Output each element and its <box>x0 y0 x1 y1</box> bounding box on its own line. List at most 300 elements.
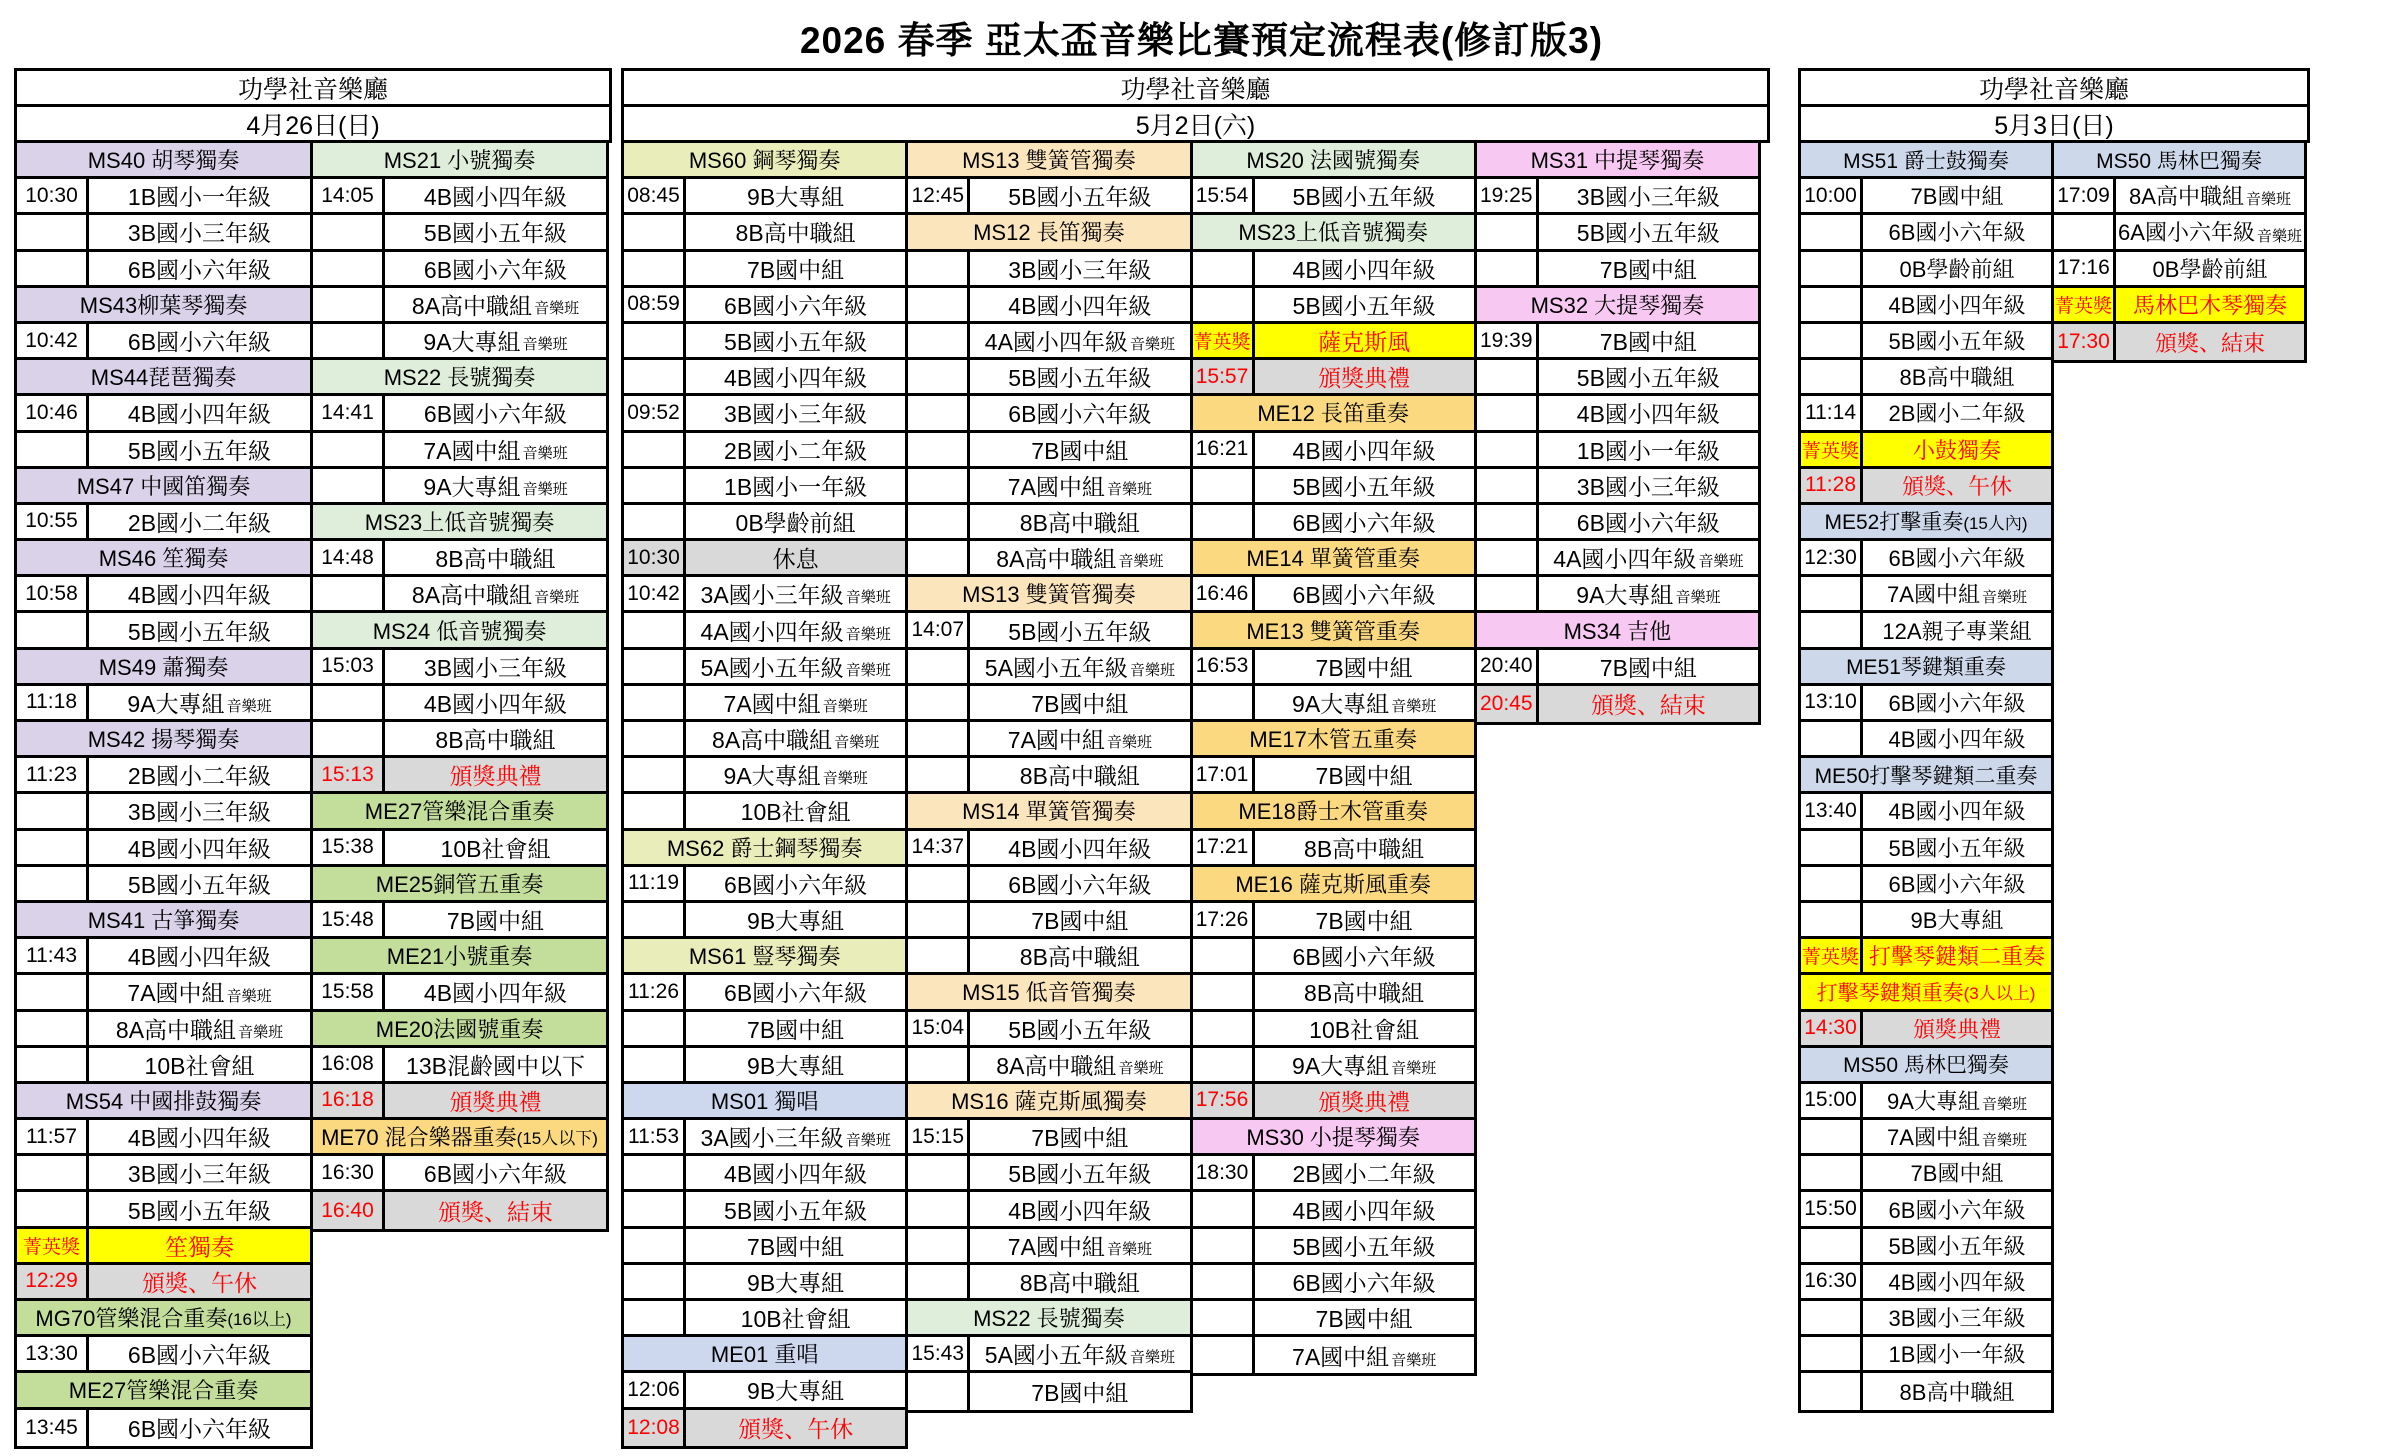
time-cell: 11:23 <box>17 758 89 791</box>
group-cell: 8B高中職組 <box>735 220 856 247</box>
time-cell <box>908 1265 970 1298</box>
group-cell: 6B國小六年級 <box>1008 401 1152 428</box>
group-cell: 9A大專組 音樂班 <box>1863 1084 2051 1117</box>
music-class-suffix: 音樂班 <box>1129 1349 1175 1367</box>
schedule-row <box>313 433 606 469</box>
music-class-suffix: 音樂班 <box>226 987 272 1005</box>
event-header: ME17木管五重奏 <box>1193 722 1474 758</box>
schedule-row <box>908 179 1189 215</box>
group-cell: 4A國小四年級 音樂班 <box>970 324 1189 357</box>
time-cell: 11:14 <box>1801 396 1863 429</box>
group-cell: 5B國小五年級 <box>1888 329 2026 355</box>
group-cell: 7A國中組 音樂班 <box>970 1229 1189 1262</box>
group-cell: 8B高中職組 <box>435 727 556 754</box>
event-header: MS23上低音號獨奏 <box>1193 215 1474 251</box>
time-cell <box>624 686 686 719</box>
schedule-row <box>1801 903 2051 939</box>
group-cell: 8B高中職組 <box>1019 763 1140 790</box>
time-cell <box>1801 1120 1863 1153</box>
group-cell: 8B高中職組 <box>1019 1269 1140 1296</box>
time-cell: 14:07 <box>908 613 970 646</box>
group-cell: 8A高中職組 音樂班 <box>686 722 905 755</box>
group-cell: 6B國小六年級 <box>724 871 868 898</box>
group-cell: 4B國小四年級 <box>127 1125 272 1152</box>
schedule-row <box>2054 252 2304 288</box>
schedule-row <box>1801 1265 2051 1301</box>
group-cell: 4B國小四年級 <box>1008 292 1152 319</box>
time-cell: 19:39 <box>1477 324 1539 357</box>
schedule-row <box>313 1156 606 1192</box>
time-cell <box>1193 1012 1255 1045</box>
group-cell: 7B國中組 <box>1031 437 1129 464</box>
group-cell: 2B國小二年級 <box>127 509 272 536</box>
schedule-row <box>313 722 606 758</box>
event-header: MS61 豎琴獨奏 <box>624 939 905 975</box>
time-cell <box>1193 1301 1255 1334</box>
group-cell: 7A國中組 音樂班 <box>686 686 905 719</box>
schedule-row <box>908 252 1189 288</box>
music-class-suffix: 音樂班 <box>845 625 891 643</box>
time-cell <box>624 433 686 466</box>
group-cell: 7B國中組 <box>1031 690 1129 717</box>
group-cell: 2B國小二年級 <box>127 763 272 790</box>
event-header: MS49 蕭獨奏 <box>17 650 310 686</box>
schedule-row <box>908 1373 1189 1409</box>
group-cell: 1B國小一年級 <box>1888 1342 2026 1368</box>
group-cell: 8A高中職組 音樂班 <box>970 541 1189 574</box>
schedule-row <box>1801 324 2051 360</box>
time-cell: 11:57 <box>17 1120 89 1153</box>
time-cell <box>313 252 385 285</box>
music-class-suffix: 音樂班 <box>1981 1132 2027 1150</box>
group-cell: 8A高中職組 音樂班 <box>385 577 606 610</box>
group-cell: 9B大專組 <box>747 1269 845 1296</box>
schedule-row <box>17 252 310 288</box>
group-cell: 7B國中組 <box>446 908 545 935</box>
group-cell: 8B高中職組 <box>1899 1379 2015 1405</box>
schedule-column <box>905 140 1192 1413</box>
time-cell <box>313 324 385 357</box>
group-cell: 8B高中職組 <box>1019 944 1140 971</box>
schedule-row <box>17 324 310 360</box>
schedule-row <box>908 903 1189 939</box>
music-class-suffix: 音樂班 <box>2256 227 2302 245</box>
event-header: ME25銅管五重奏 <box>313 867 606 903</box>
event-header: MS13 雙簧管獨奏 <box>908 143 1189 179</box>
group-cell: 頒獎、午休 <box>1863 469 2051 502</box>
schedule-row <box>17 1120 310 1156</box>
event-header: ME12 長笛重奏 <box>1193 396 1474 432</box>
time-cell <box>908 686 970 719</box>
schedule-row <box>313 541 606 577</box>
group-cell: 5B國小五年級 <box>127 437 272 464</box>
group-cell: 7B國中組 <box>1315 1306 1413 1333</box>
event-header: MS14 單簧管獨奏 <box>908 794 1189 830</box>
schedule-row <box>1801 686 2051 722</box>
schedule-row <box>17 613 310 649</box>
time-cell <box>17 215 89 248</box>
group-cell: 5B國小五年級 <box>1292 292 1436 319</box>
schedule-row <box>908 541 1189 577</box>
music-class-suffix: 音樂班 <box>522 480 568 498</box>
group-cell: 5B國小五年級 <box>1292 473 1436 500</box>
time-cell <box>1477 396 1539 429</box>
time-cell: 20:45 <box>1477 686 1539 722</box>
time-cell <box>1477 505 1539 538</box>
schedule-row <box>313 1084 606 1120</box>
event-header: MS40 胡琴獨奏 <box>17 143 310 179</box>
time-cell: 10:00 <box>1801 179 1863 212</box>
schedule-row <box>1193 433 1474 469</box>
time-cell: 08:59 <box>624 288 686 321</box>
schedule-row <box>1477 360 1758 396</box>
time-cell: 16:30 <box>1801 1265 1863 1298</box>
time-cell <box>908 1373 970 1409</box>
schedule-row <box>908 288 1189 324</box>
time-cell <box>313 433 385 466</box>
music-class-suffix: 音樂班 <box>1675 589 1721 607</box>
schedule-row <box>17 1012 310 1048</box>
schedule-row <box>2054 288 2304 324</box>
schedule-row <box>908 360 1189 396</box>
schedule-row <box>1477 179 1758 215</box>
group-cell: 8B高中職組 <box>1899 365 2015 391</box>
group-cell: 3B國小三年級 <box>724 401 868 428</box>
schedule-row <box>624 794 905 830</box>
group-cell: 4B國小四年級 <box>1292 256 1436 283</box>
schedule-row <box>1801 939 2051 975</box>
group-cell: 6B國小六年級 <box>1292 582 1436 609</box>
time-cell <box>1801 1373 1863 1409</box>
group-cell: 7A國中組 音樂班 <box>970 469 1189 502</box>
group-cell: 頒獎典禮 <box>1255 360 1474 393</box>
schedule-row <box>908 1048 1189 1084</box>
schedule-row <box>908 396 1189 432</box>
group-cell: 6A國小六年級 音樂班 <box>2116 215 2304 248</box>
event-header: MS16 薩克斯風獨奏 <box>908 1084 1189 1120</box>
schedule-row <box>1193 1084 1474 1120</box>
group-cell: 5B國小五年級 <box>1888 1233 2026 1259</box>
schedule-row <box>624 1373 905 1409</box>
time-cell: 15:57 <box>1193 360 1255 393</box>
time-cell: 17:30 <box>2054 324 2116 360</box>
schedule-row <box>17 179 310 215</box>
time-cell <box>17 1048 89 1081</box>
group-cell: 5B國小五年級 <box>1576 220 1720 247</box>
time-cell <box>908 324 970 357</box>
schedule-row <box>908 613 1189 649</box>
group-cell: 1B國小一年級 <box>1576 437 1720 464</box>
time-cell: 15:38 <box>313 831 385 864</box>
time-cell <box>1801 360 1863 393</box>
schedule-row <box>624 1265 905 1301</box>
group-cell: 3B國小三年級 <box>1008 256 1152 283</box>
schedule-row <box>1477 505 1758 541</box>
time-cell <box>313 215 385 248</box>
schedule-row <box>624 179 905 215</box>
schedule-row <box>908 1192 1189 1228</box>
schedule-row <box>2054 324 2304 360</box>
group-cell: 0B學齡前組 <box>2152 256 2268 282</box>
time-cell <box>1193 1265 1255 1298</box>
time-cell <box>1193 1048 1255 1081</box>
date-header: 5月2日(六) <box>621 104 1770 143</box>
group-cell: 1B國小一年級 <box>724 473 868 500</box>
group-cell: 8B高中職組 <box>1304 835 1425 862</box>
schedule-row <box>908 686 1189 722</box>
group-cell: 頒獎、結束 <box>385 1192 606 1228</box>
schedule-row <box>313 831 606 867</box>
group-cell: 4A國小四年級 音樂班 <box>1539 541 1758 574</box>
event-header: ME13 雙簧管重奏 <box>1193 613 1474 649</box>
time-cell <box>624 1301 686 1334</box>
group-cell: 4B國小四年級 <box>127 835 272 862</box>
event-header: MS22 長號獨奏 <box>313 360 606 396</box>
schedule-row <box>624 469 905 505</box>
schedule-row <box>1477 433 1758 469</box>
group-cell: 9A大專組 音樂班 <box>1255 1048 1474 1081</box>
schedule-column <box>14 140 313 1449</box>
schedule-row <box>313 758 606 794</box>
schedule-row <box>1193 505 1474 541</box>
group-cell: 3B國小三年級 <box>127 220 272 247</box>
event-header: MS34 吉他 <box>1477 613 1758 649</box>
time-cell <box>17 252 89 285</box>
time-cell <box>1477 577 1539 610</box>
group-cell: 3A國小三年級 音樂班 <box>686 1120 905 1153</box>
time-cell <box>1193 1337 1255 1373</box>
event-header: ME16 薩克斯風重奏 <box>1193 867 1474 903</box>
group-cell: 頒獎、結束 <box>2116 324 2304 360</box>
group-cell: 頒獎、午休 <box>686 1410 905 1446</box>
music-class-suffix: 音樂班 <box>845 661 891 679</box>
group-cell: 8A高中職組 音樂班 <box>970 1048 1189 1081</box>
time-cell <box>624 903 686 936</box>
schedule-row <box>624 396 905 432</box>
group-cell: 6B國小六年級 <box>423 256 568 283</box>
schedule-column <box>1190 140 1477 1376</box>
schedule-row <box>313 288 606 324</box>
group-cell: 7B國中組 <box>1910 1161 2004 1187</box>
group-cell: 4A國小四年級 音樂班 <box>686 613 905 646</box>
schedule-row <box>624 975 905 1011</box>
group-cell: 8B高中職組 <box>1304 980 1425 1007</box>
time-cell <box>1477 469 1539 502</box>
elite-event-header: 打擊琴鍵類重奏 (3人以上) <box>1801 975 2051 1011</box>
time-cell: 15:58 <box>313 975 385 1008</box>
schedule-row <box>1193 1012 1474 1048</box>
schedule-row <box>1801 1229 2051 1265</box>
group-cell: 6B國小六年級 <box>1888 871 2026 897</box>
schedule-row <box>1477 396 1758 432</box>
time-cell: 11:26 <box>624 975 686 1008</box>
schedule-row <box>1477 577 1758 613</box>
time-cell: 11:18 <box>17 686 89 719</box>
schedule-row <box>1193 1337 1474 1373</box>
group-cell: 7B國中組 <box>1031 1125 1129 1152</box>
time-cell <box>1193 1192 1255 1225</box>
schedule-row <box>313 215 606 251</box>
group-cell: 12A親子專業組 <box>1882 618 2032 644</box>
time-cell <box>1193 505 1255 538</box>
time-cell: 17:56 <box>1193 1084 1255 1117</box>
event-header: MS21 小號獨奏 <box>313 143 606 179</box>
time-cell <box>908 433 970 466</box>
label-parenthetical: (15人內) <box>1963 513 2028 533</box>
group-cell: 5B國小五年級 <box>1292 184 1436 211</box>
schedule-row <box>624 360 905 396</box>
group-cell: 9B大專組 <box>747 1052 845 1079</box>
time-cell <box>1193 469 1255 502</box>
music-class-suffix: 音樂班 <box>522 336 568 354</box>
time-cell <box>908 505 970 538</box>
group-cell: 4B國小四年級 <box>1888 292 2026 318</box>
schedule-row <box>908 722 1189 758</box>
time-cell <box>1801 903 1863 936</box>
event-header: ME01 重唱 <box>624 1337 905 1373</box>
group-cell: 1B國小一年級 <box>127 184 272 211</box>
schedule-row <box>624 288 905 324</box>
date-header: 4月26日(日) <box>14 104 612 143</box>
schedule-row <box>1193 324 1474 360</box>
music-class-suffix: 音樂班 <box>238 1023 284 1041</box>
group-cell: 7A國中組 音樂班 <box>1863 577 2051 610</box>
time-cell: 15:50 <box>1801 1192 1863 1225</box>
time-cell: 13:10 <box>1801 686 1863 719</box>
schedule-row <box>908 469 1189 505</box>
group-cell: 7A國中組 音樂班 <box>89 975 310 1008</box>
schedule-row <box>624 1192 905 1228</box>
event-header: MS01 獨唱 <box>624 1084 905 1120</box>
time-cell <box>624 252 686 285</box>
music-class-suffix: 音樂班 <box>1698 553 1744 571</box>
schedule-row <box>1801 1192 2051 1228</box>
schedule-row <box>17 1192 310 1228</box>
venue-header: 功學社音樂廳 <box>1798 68 2310 107</box>
time-cell: 10:42 <box>17 324 89 357</box>
schedule-column <box>1798 140 2054 1413</box>
group-cell: 4B國小四年級 <box>724 1161 868 1188</box>
event-header: MS23上低音號獨奏 <box>313 505 606 541</box>
event-header: ME50打擊琴鍵類二重奏 <box>1801 758 2051 794</box>
group-cell: 9A大專組 音樂班 <box>1539 577 1758 610</box>
group-cell: 打擊琴鍵類二重奏 <box>1863 939 2051 972</box>
music-class-suffix: 音樂班 <box>1391 1059 1437 1077</box>
time-cell: 15:15 <box>908 1120 970 1153</box>
time-cell <box>624 505 686 538</box>
schedule-row <box>1477 252 1758 288</box>
group-cell: 7B國中組 <box>1599 329 1697 356</box>
time-cell: 菁英獎 <box>1801 939 1863 972</box>
schedule-row <box>624 215 905 251</box>
schedule-row <box>624 541 905 577</box>
schedule-row <box>17 215 310 251</box>
time-cell <box>624 215 686 248</box>
event-header: MS12 長笛獨奏 <box>908 215 1189 251</box>
columns-container <box>14 140 612 1449</box>
time-cell <box>1801 613 1863 646</box>
time-cell <box>908 867 970 900</box>
time-cell <box>313 288 385 321</box>
group-cell: 小鼓獨奏 <box>1863 433 2051 466</box>
schedule-row <box>17 1337 310 1373</box>
schedule-row <box>1193 360 1474 396</box>
time-cell: 20:40 <box>1477 650 1539 683</box>
time-cell <box>1193 939 1255 972</box>
time-cell <box>908 650 970 683</box>
time-cell: 13:40 <box>1801 794 1863 827</box>
time-cell <box>1801 1301 1863 1334</box>
schedule-row <box>1801 288 2051 324</box>
group-cell: 6B國小六年級 <box>1888 1197 2026 1223</box>
time-cell <box>17 1192 89 1225</box>
time-cell <box>17 1012 89 1045</box>
group-cell: 2B國小二年級 <box>1292 1161 1436 1188</box>
time-cell: 12:45 <box>908 179 970 212</box>
event-header: MS62 爵士鋼琴獨奏 <box>624 831 905 867</box>
schedule-row <box>1801 1156 2051 1192</box>
schedule-row <box>17 1265 310 1301</box>
group-cell: 8A高中職組 音樂班 <box>89 1012 310 1045</box>
time-cell <box>1193 252 1255 285</box>
group-cell: 7B國中組 <box>747 1233 845 1260</box>
schedule-row <box>908 867 1189 903</box>
group-cell: 3A國小三年級 音樂班 <box>686 577 905 610</box>
schedule-row <box>1801 831 2051 867</box>
music-class-suffix: 音樂班 <box>534 299 580 317</box>
group-cell: 5B國小五年級 <box>1576 365 1720 392</box>
schedule-row <box>1193 686 1474 722</box>
group-cell: 4B國小四年級 <box>423 980 568 1007</box>
schedule-row <box>1801 722 2051 758</box>
group-cell: 5B國小五年級 <box>1008 184 1152 211</box>
time-cell: 菁英獎 <box>1801 433 1863 466</box>
group-cell: 0B學齡前組 <box>1899 256 2015 282</box>
music-class-suffix: 音樂班 <box>845 1132 891 1150</box>
group-cell: 6B國小六年級 <box>127 256 272 283</box>
time-cell <box>1801 215 1863 248</box>
schedule-row <box>1193 903 1474 939</box>
time-cell <box>624 324 686 357</box>
music-class-suffix: 音樂班 <box>534 589 580 607</box>
time-cell <box>624 1192 686 1225</box>
group-cell: 6B國小六年級 <box>127 1342 272 1369</box>
time-cell <box>624 722 686 755</box>
schedule-row <box>1193 758 1474 794</box>
schedule-row <box>313 686 606 722</box>
time-cell <box>17 975 89 1008</box>
group-cell: 5B國小五年級 <box>1008 365 1152 392</box>
time-cell <box>624 469 686 502</box>
schedule-row <box>1477 686 1758 722</box>
group-cell: 9A大專組 音樂班 <box>385 469 606 502</box>
time-cell: 10:58 <box>17 577 89 610</box>
group-cell: 4B國小四年級 <box>1888 1269 2026 1295</box>
schedule-row <box>1801 179 2051 215</box>
time-cell <box>313 722 385 755</box>
venue-header: 功學社音樂廳 <box>621 68 1770 107</box>
schedule-row <box>1193 831 1474 867</box>
schedule-row <box>1801 1373 2051 1409</box>
group-cell: 5B國小五年級 <box>127 1197 272 1224</box>
music-class-suffix: 音樂班 <box>1129 661 1175 679</box>
time-cell: 16:08 <box>313 1048 385 1081</box>
schedule-row <box>1801 541 2051 577</box>
time-cell: 15:03 <box>313 650 385 683</box>
event-header: ME52打擊重奏 (15人內) <box>1801 505 2051 541</box>
group-cell: 3B國小三年級 <box>1576 184 1720 211</box>
schedule-row <box>1193 1156 1474 1192</box>
